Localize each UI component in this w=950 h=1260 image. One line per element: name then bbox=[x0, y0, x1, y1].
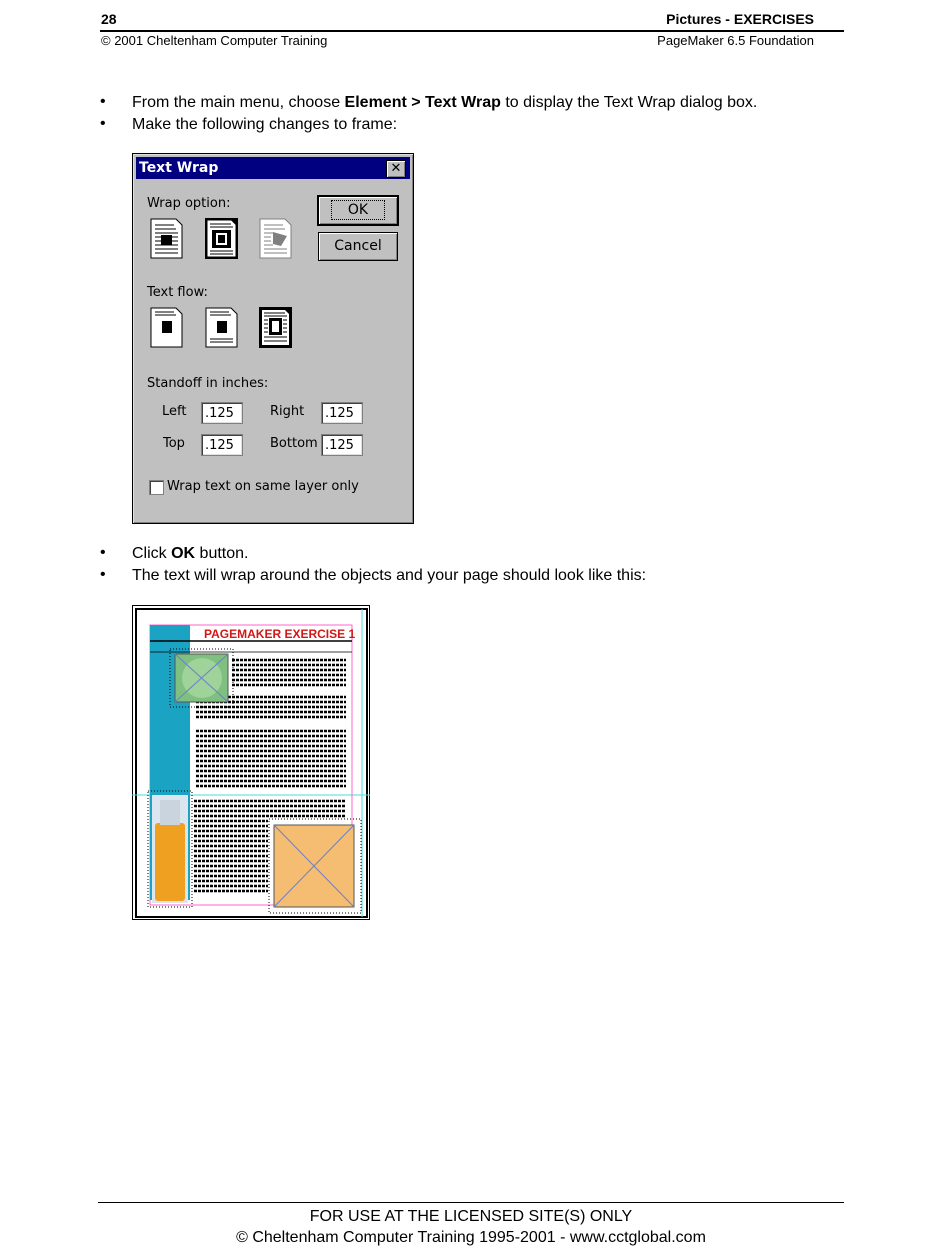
dialog-titlebar[interactable] bbox=[136, 157, 410, 179]
text-flow-label: Text flow: bbox=[147, 285, 208, 300]
preview-heading: PAGEMAKER EXERCISE 1 bbox=[204, 627, 356, 641]
page-header bbox=[100, 10, 844, 32]
bullet-icon: • bbox=[100, 93, 106, 110]
footer-copyright: © Cheltenham Computer Training 1995-2001 - www.cctglobal.com bbox=[236, 1229, 706, 1246]
left-standoff-input[interactable]: .125 bbox=[201, 402, 243, 424]
empty-frame bbox=[269, 819, 361, 913]
section-title: Pictures - EXERCISES bbox=[666, 11, 814, 27]
right-label: Right bbox=[270, 404, 305, 419]
step-menu-path: Element > Text Wrap bbox=[344, 94, 501, 111]
wrap-option-label: Wrap option: bbox=[147, 196, 231, 211]
step-text-tail: to display the Text Wrap dialog box. bbox=[500, 94, 758, 111]
leaf-image bbox=[170, 649, 233, 707]
wrap-irregular-icon[interactable] bbox=[259, 218, 292, 259]
wrap-none-icon[interactable] bbox=[150, 218, 183, 259]
page-number: 28 bbox=[101, 11, 117, 27]
close-button[interactable]: ✕ bbox=[386, 160, 406, 178]
standoff-label: Standoff in inches: bbox=[147, 376, 269, 391]
license-notice: FOR USE AT THE LICENSED SITE(S) ONLY bbox=[309, 1208, 633, 1225]
top-label: Top bbox=[163, 436, 185, 451]
flow-column-break-icon[interactable] bbox=[150, 307, 183, 348]
page-preview-figure bbox=[132, 605, 370, 920]
cancel-button[interactable]: Cancel bbox=[318, 232, 398, 261]
step-text: Make the following changes to frame: bbox=[132, 116, 398, 133]
wrap-rectangular-icon[interactable] bbox=[205, 218, 238, 259]
dialog-title: Text Wrap bbox=[139, 160, 219, 176]
bottom-label: Bottom bbox=[270, 436, 318, 451]
step-text: Click bbox=[132, 545, 172, 562]
same-layer-checkbox[interactable] bbox=[149, 480, 164, 495]
text-wrap-dialog bbox=[132, 153, 414, 524]
step-button-name: OK bbox=[171, 545, 196, 562]
book-title: PageMaker 6.5 Foundation bbox=[657, 33, 814, 48]
bottom-standoff-input[interactable]: .125 bbox=[321, 434, 363, 456]
page-footer bbox=[98, 1202, 844, 1248]
step-text: From the main menu, choose bbox=[132, 94, 345, 111]
left-label: Left bbox=[162, 404, 187, 419]
ok-button[interactable]: OK bbox=[317, 195, 399, 226]
bottle-image bbox=[148, 791, 192, 907]
step-text: The text will wrap around the objects and your page should look like this: bbox=[132, 567, 647, 584]
right-standoff-input[interactable]: .125 bbox=[321, 402, 363, 424]
bullet-icon: • bbox=[100, 566, 106, 583]
bullet-icon: • bbox=[100, 544, 106, 561]
flow-jump-over-icon[interactable] bbox=[205, 307, 238, 348]
copyright-text: © 2001 Cheltenham Computer Training bbox=[101, 33, 328, 48]
bullet-icon: • bbox=[100, 115, 106, 132]
top-standoff-input[interactable]: .125 bbox=[201, 434, 243, 456]
same-layer-label[interactable]: Wrap text on same layer only bbox=[167, 479, 359, 494]
flow-wrap-all-sides-icon[interactable] bbox=[259, 307, 292, 348]
step-text-tail: button. bbox=[195, 545, 249, 562]
